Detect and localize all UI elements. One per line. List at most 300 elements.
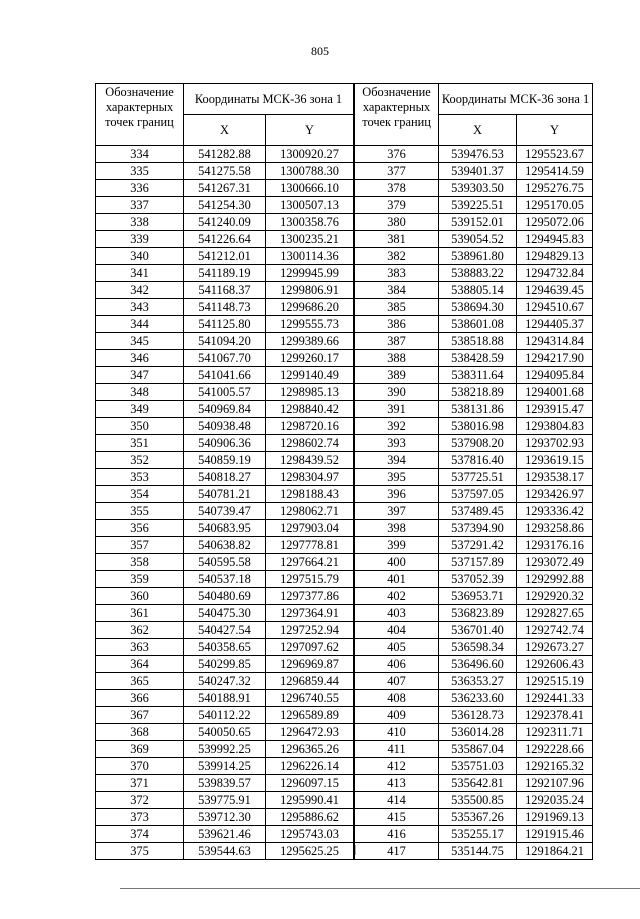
point-id-cell: 374 [96,826,184,843]
table-row [96,316,354,333]
point-id-cell: 415 [355,809,439,826]
y-coordinate-cell: 1298062.71 [266,503,354,520]
table-row [96,792,354,809]
point-id-cell: 400 [355,554,439,571]
x-coordinate-cell: 541240.09 [184,214,266,231]
table-row [355,180,593,197]
table-row [96,452,354,469]
x-coordinate-cell: 541267.31 [184,180,266,197]
y-coordinate-cell: 1300235.21 [266,231,354,248]
table-row [355,197,593,214]
x-coordinate-cell: 540638.82 [184,537,266,554]
x-coordinate-cell: 536496.60 [439,656,517,673]
table-row [355,537,593,554]
table-row [355,792,593,809]
point-label-header: Обозначение характерных точек границ [96,84,184,146]
x-coordinate-cell: 541041.66 [184,367,266,384]
x-coordinate-cell: 538131.86 [439,401,517,418]
y-coordinate-cell: 1291915.46 [517,826,593,843]
point-id-cell: 368 [96,724,184,741]
table-row [355,163,593,180]
table-row [355,299,593,316]
table-row [355,622,593,639]
point-id-cell: 367 [96,707,184,724]
y-coordinate-cell: 1296097.15 [266,775,354,792]
y-coordinate-cell: 1294639.45 [517,282,593,299]
y-header: Y [517,115,593,146]
y-coordinate-cell: 1292515.19 [517,673,593,690]
y-coordinate-cell: 1292107.96 [517,775,593,792]
point-id-cell: 365 [96,673,184,690]
table-row [96,214,354,231]
point-id-cell: 354 [96,486,184,503]
table-row [96,163,354,180]
table-row [96,503,354,520]
point-id-cell: 396 [355,486,439,503]
point-id-cell: 349 [96,401,184,418]
point-id-cell: 336 [96,180,184,197]
y-coordinate-cell: 1298439.52 [266,452,354,469]
table-row [355,214,593,231]
point-id-cell: 410 [355,724,439,741]
point-id-cell: 387 [355,333,439,350]
y-coordinate-cell: 1293258.86 [517,520,593,537]
point-id-cell: 389 [355,367,439,384]
table-row [96,299,354,316]
point-id-cell: 376 [355,146,439,163]
table-row [355,707,593,724]
y-coordinate-cell: 1297903.04 [266,520,354,537]
table-row [355,435,593,452]
y-coordinate-cell: 1299945.99 [266,265,354,282]
point-id-cell: 398 [355,520,439,537]
table-row [355,605,593,622]
point-id-cell: 390 [355,384,439,401]
table-row [355,520,593,537]
x-coordinate-cell: 539839.57 [184,775,266,792]
point-id-cell: 379 [355,197,439,214]
table-row [96,639,354,656]
point-id-cell: 373 [96,809,184,826]
coordinates-table-left [95,83,354,860]
x-coordinate-cell: 541275.58 [184,163,266,180]
x-coordinate-cell: 537725.51 [439,469,517,486]
y-header: Y [266,115,354,146]
point-id-cell: 383 [355,265,439,282]
x-coordinate-cell: 541067.70 [184,350,266,367]
x-coordinate-cell: 537908.20 [439,435,517,452]
x-coordinate-cell: 540427.54 [184,622,266,639]
x-coordinate-cell: 540188.91 [184,690,266,707]
y-coordinate-cell: 1299389.66 [266,333,354,350]
x-header: X [439,115,517,146]
table-row [96,707,354,724]
point-id-cell: 352 [96,452,184,469]
point-id-cell: 338 [96,214,184,231]
x-coordinate-cell: 539401.37 [439,163,517,180]
y-coordinate-cell: 1293072.49 [517,554,593,571]
x-coordinate-cell: 541094.20 [184,333,266,350]
x-coordinate-cell: 538694.30 [439,299,517,316]
table-row [96,809,354,826]
x-coordinate-cell: 538601.08 [439,316,517,333]
x-header: X [184,115,266,146]
y-coordinate-cell: 1298188.43 [266,486,354,503]
point-id-cell: 344 [96,316,184,333]
y-coordinate-cell: 1293702.93 [517,435,593,452]
y-coordinate-cell: 1292673.27 [517,639,593,656]
table-row [96,673,354,690]
x-coordinate-cell: 540358.65 [184,639,266,656]
table-row [96,469,354,486]
x-coordinate-cell: 540818.27 [184,469,266,486]
x-coordinate-cell: 541148.73 [184,299,266,316]
x-coordinate-cell: 541212.01 [184,248,266,265]
x-coordinate-cell: 540781.21 [184,486,266,503]
x-coordinate-cell: 541168.37 [184,282,266,299]
y-coordinate-cell: 1294001.68 [517,384,593,401]
point-id-cell: 361 [96,605,184,622]
point-id-cell: 339 [96,231,184,248]
table-row [355,809,593,826]
table-row [355,146,593,163]
point-id-cell: 355 [96,503,184,520]
table-row [96,537,354,554]
y-coordinate-cell: 1298985.13 [266,384,354,401]
y-coordinate-cell: 1293426.97 [517,486,593,503]
x-coordinate-cell: 540299.85 [184,656,266,673]
table-row [96,180,354,197]
x-coordinate-cell: 539712.30 [184,809,266,826]
table-row [355,418,593,435]
coordinate-system-header: Координаты МСК-36 зона 1 [439,84,593,115]
point-id-cell: 404 [355,622,439,639]
point-id-cell: 407 [355,673,439,690]
x-coordinate-cell: 537597.05 [439,486,517,503]
y-coordinate-cell: 1295523.67 [517,146,593,163]
table-row [96,367,354,384]
point-id-cell: 394 [355,452,439,469]
coordinates-tables [95,83,590,860]
y-coordinate-cell: 1296226.14 [266,758,354,775]
table-row [355,452,593,469]
point-id-cell: 358 [96,554,184,571]
x-coordinate-cell: 541226.64 [184,231,266,248]
point-id-cell: 347 [96,367,184,384]
x-coordinate-cell: 539544.63 [184,843,266,860]
y-coordinate-cell: 1292228.66 [517,741,593,758]
y-coordinate-cell: 1294217.90 [517,350,593,367]
y-coordinate-cell: 1296859.44 [266,673,354,690]
y-coordinate-cell: 1292742.74 [517,622,593,639]
x-coordinate-cell: 540683.95 [184,520,266,537]
y-coordinate-cell: 1294095.84 [517,367,593,384]
x-coordinate-cell: 539621.46 [184,826,266,843]
point-id-cell: 405 [355,639,439,656]
x-coordinate-cell: 538016.98 [439,418,517,435]
y-coordinate-cell: 1292441.33 [517,690,593,707]
y-coordinate-cell: 1294405.37 [517,316,593,333]
point-id-cell: 402 [355,588,439,605]
point-id-cell: 384 [355,282,439,299]
y-coordinate-cell: 1293336.42 [517,503,593,520]
y-coordinate-cell: 1294732.84 [517,265,593,282]
y-coordinate-cell: 1296365.26 [266,741,354,758]
table-row [355,639,593,656]
point-id-cell: 335 [96,163,184,180]
point-id-cell: 393 [355,435,439,452]
y-coordinate-cell: 1297515.79 [266,571,354,588]
x-coordinate-cell: 539152.01 [439,214,517,231]
table-body-left [96,146,354,860]
point-id-cell: 412 [355,758,439,775]
table-row [355,401,593,418]
y-coordinate-cell: 1297097.62 [266,639,354,656]
point-id-cell: 409 [355,707,439,724]
x-coordinate-cell: 538805.14 [439,282,517,299]
x-coordinate-cell: 538518.88 [439,333,517,350]
y-coordinate-cell: 1298602.74 [266,435,354,452]
x-coordinate-cell: 539914.25 [184,758,266,775]
point-id-cell: 401 [355,571,439,588]
table-row [96,435,354,452]
point-id-cell: 380 [355,214,439,231]
x-coordinate-cell: 536128.73 [439,707,517,724]
y-coordinate-cell: 1300666.10 [266,180,354,197]
table-row [96,350,354,367]
y-coordinate-cell: 1299260.17 [266,350,354,367]
table-row [355,265,593,282]
x-coordinate-cell: 539303.50 [439,180,517,197]
y-coordinate-cell: 1292606.43 [517,656,593,673]
point-id-cell: 408 [355,690,439,707]
point-id-cell: 399 [355,537,439,554]
y-coordinate-cell: 1300507.13 [266,197,354,214]
y-coordinate-cell: 1294314.84 [517,333,593,350]
x-coordinate-cell: 540739.47 [184,503,266,520]
point-id-cell: 360 [96,588,184,605]
table-row [96,333,354,350]
x-coordinate-cell: 540906.36 [184,435,266,452]
table-row [96,622,354,639]
y-coordinate-cell: 1295276.75 [517,180,593,197]
x-coordinate-cell: 539775.91 [184,792,266,809]
point-id-cell: 377 [355,163,439,180]
x-coordinate-cell: 540859.19 [184,452,266,469]
point-id-cell: 353 [96,469,184,486]
point-id-cell: 334 [96,146,184,163]
y-coordinate-cell: 1300788.30 [266,163,354,180]
y-coordinate-cell: 1293915.47 [517,401,593,418]
x-coordinate-cell: 535144.75 [439,843,517,860]
point-id-cell: 371 [96,775,184,792]
y-coordinate-cell: 1293176.16 [517,537,593,554]
table-row [96,384,354,401]
x-coordinate-cell: 539225.51 [439,197,517,214]
y-coordinate-cell: 1300920.27 [266,146,354,163]
x-coordinate-cell: 537489.45 [439,503,517,520]
y-coordinate-cell: 1292827.65 [517,605,593,622]
table-row [355,724,593,741]
table-row [96,843,354,860]
y-coordinate-cell: 1292311.71 [517,724,593,741]
y-coordinate-cell: 1295414.59 [517,163,593,180]
x-coordinate-cell: 537157.89 [439,554,517,571]
table-row [355,673,593,690]
x-coordinate-cell: 540247.32 [184,673,266,690]
y-coordinate-cell: 1299555.73 [266,316,354,333]
table-row [355,469,593,486]
y-coordinate-cell: 1298720.16 [266,418,354,435]
point-id-cell: 363 [96,639,184,656]
point-id-cell: 414 [355,792,439,809]
point-id-cell: 370 [96,758,184,775]
table-row [355,554,593,571]
x-coordinate-cell: 538218.89 [439,384,517,401]
y-coordinate-cell: 1300358.76 [266,214,354,231]
point-id-cell: 382 [355,248,439,265]
point-id-cell: 345 [96,333,184,350]
y-coordinate-cell: 1295072.06 [517,214,593,231]
point-id-cell: 357 [96,537,184,554]
y-coordinate-cell: 1295743.03 [266,826,354,843]
point-id-cell: 342 [96,282,184,299]
x-coordinate-cell: 541125.80 [184,316,266,333]
x-coordinate-cell: 538883.22 [439,265,517,282]
table-row [96,588,354,605]
point-id-cell: 351 [96,435,184,452]
y-coordinate-cell: 1297778.81 [266,537,354,554]
point-id-cell: 346 [96,350,184,367]
y-coordinate-cell: 1291969.13 [517,809,593,826]
table-row [355,367,593,384]
scan-edge-line [120,888,640,889]
x-coordinate-cell: 540595.58 [184,554,266,571]
point-id-cell: 369 [96,741,184,758]
x-coordinate-cell: 535255.17 [439,826,517,843]
y-coordinate-cell: 1293619.15 [517,452,593,469]
point-id-cell: 385 [355,299,439,316]
point-label-header: Обозначение характерных точек границ [355,84,439,146]
table-row [96,758,354,775]
point-id-cell: 416 [355,826,439,843]
table-row [96,282,354,299]
point-id-cell: 341 [96,265,184,282]
x-coordinate-cell: 537394.90 [439,520,517,537]
table-row [355,758,593,775]
table-row [96,724,354,741]
table-row [96,741,354,758]
table-row [96,690,354,707]
table-row [355,248,593,265]
point-id-cell: 372 [96,792,184,809]
x-coordinate-cell: 535642.81 [439,775,517,792]
scan-mark [355,845,356,855]
table-row [355,316,593,333]
point-id-cell: 364 [96,656,184,673]
point-id-cell: 340 [96,248,184,265]
x-coordinate-cell: 539476.53 [439,146,517,163]
table-row [96,197,354,214]
table-row [355,486,593,503]
y-coordinate-cell: 1298304.97 [266,469,354,486]
y-coordinate-cell: 1298840.42 [266,401,354,418]
table-row [96,486,354,503]
table-row [355,333,593,350]
table-row [355,588,593,605]
point-id-cell: 362 [96,622,184,639]
point-id-cell: 366 [96,690,184,707]
x-coordinate-cell: 541282.88 [184,146,266,163]
point-id-cell: 413 [355,775,439,792]
y-coordinate-cell: 1294945.83 [517,231,593,248]
table-row [96,605,354,622]
point-id-cell: 356 [96,520,184,537]
table-row [355,690,593,707]
table-row [96,656,354,673]
y-coordinate-cell: 1296472.93 [266,724,354,741]
y-coordinate-cell: 1292035.24 [517,792,593,809]
point-id-cell: 386 [355,316,439,333]
table-row [355,503,593,520]
x-coordinate-cell: 539054.52 [439,231,517,248]
point-id-cell: 350 [96,418,184,435]
table-row [355,656,593,673]
table-row [355,384,593,401]
y-coordinate-cell: 1292165.32 [517,758,593,775]
y-coordinate-cell: 1296969.87 [266,656,354,673]
point-id-cell: 411 [355,741,439,758]
point-id-cell: 391 [355,401,439,418]
coordinate-system-header: Координаты МСК-36 зона 1 [184,84,354,115]
point-id-cell: 359 [96,571,184,588]
table-row [355,775,593,792]
y-coordinate-cell: 1296589.89 [266,707,354,724]
table-row [96,554,354,571]
y-coordinate-cell: 1292920.32 [517,588,593,605]
point-id-cell: 395 [355,469,439,486]
y-coordinate-cell: 1295990.41 [266,792,354,809]
point-id-cell: 403 [355,605,439,622]
y-coordinate-cell: 1295170.05 [517,197,593,214]
point-id-cell: 388 [355,350,439,367]
y-coordinate-cell: 1292992.88 [517,571,593,588]
y-coordinate-cell: 1292378.41 [517,707,593,724]
table-row [96,248,354,265]
table-row [96,418,354,435]
x-coordinate-cell: 536014.28 [439,724,517,741]
y-coordinate-cell: 1300114.36 [266,248,354,265]
table-row [355,231,593,248]
table-body-right [355,146,593,860]
x-coordinate-cell: 541005.57 [184,384,266,401]
table-row [355,843,593,860]
table-row [96,826,354,843]
table-row [96,520,354,537]
y-coordinate-cell: 1299140.49 [266,367,354,384]
x-coordinate-cell: 536598.34 [439,639,517,656]
point-id-cell: 381 [355,231,439,248]
point-id-cell: 397 [355,503,439,520]
x-coordinate-cell: 535867.04 [439,741,517,758]
y-coordinate-cell: 1293538.17 [517,469,593,486]
page-number: 805 [311,44,329,58]
point-id-cell: 337 [96,197,184,214]
x-coordinate-cell: 536953.71 [439,588,517,605]
table-row [96,146,354,163]
x-coordinate-cell: 538961.80 [439,248,517,265]
x-coordinate-cell: 536823.89 [439,605,517,622]
